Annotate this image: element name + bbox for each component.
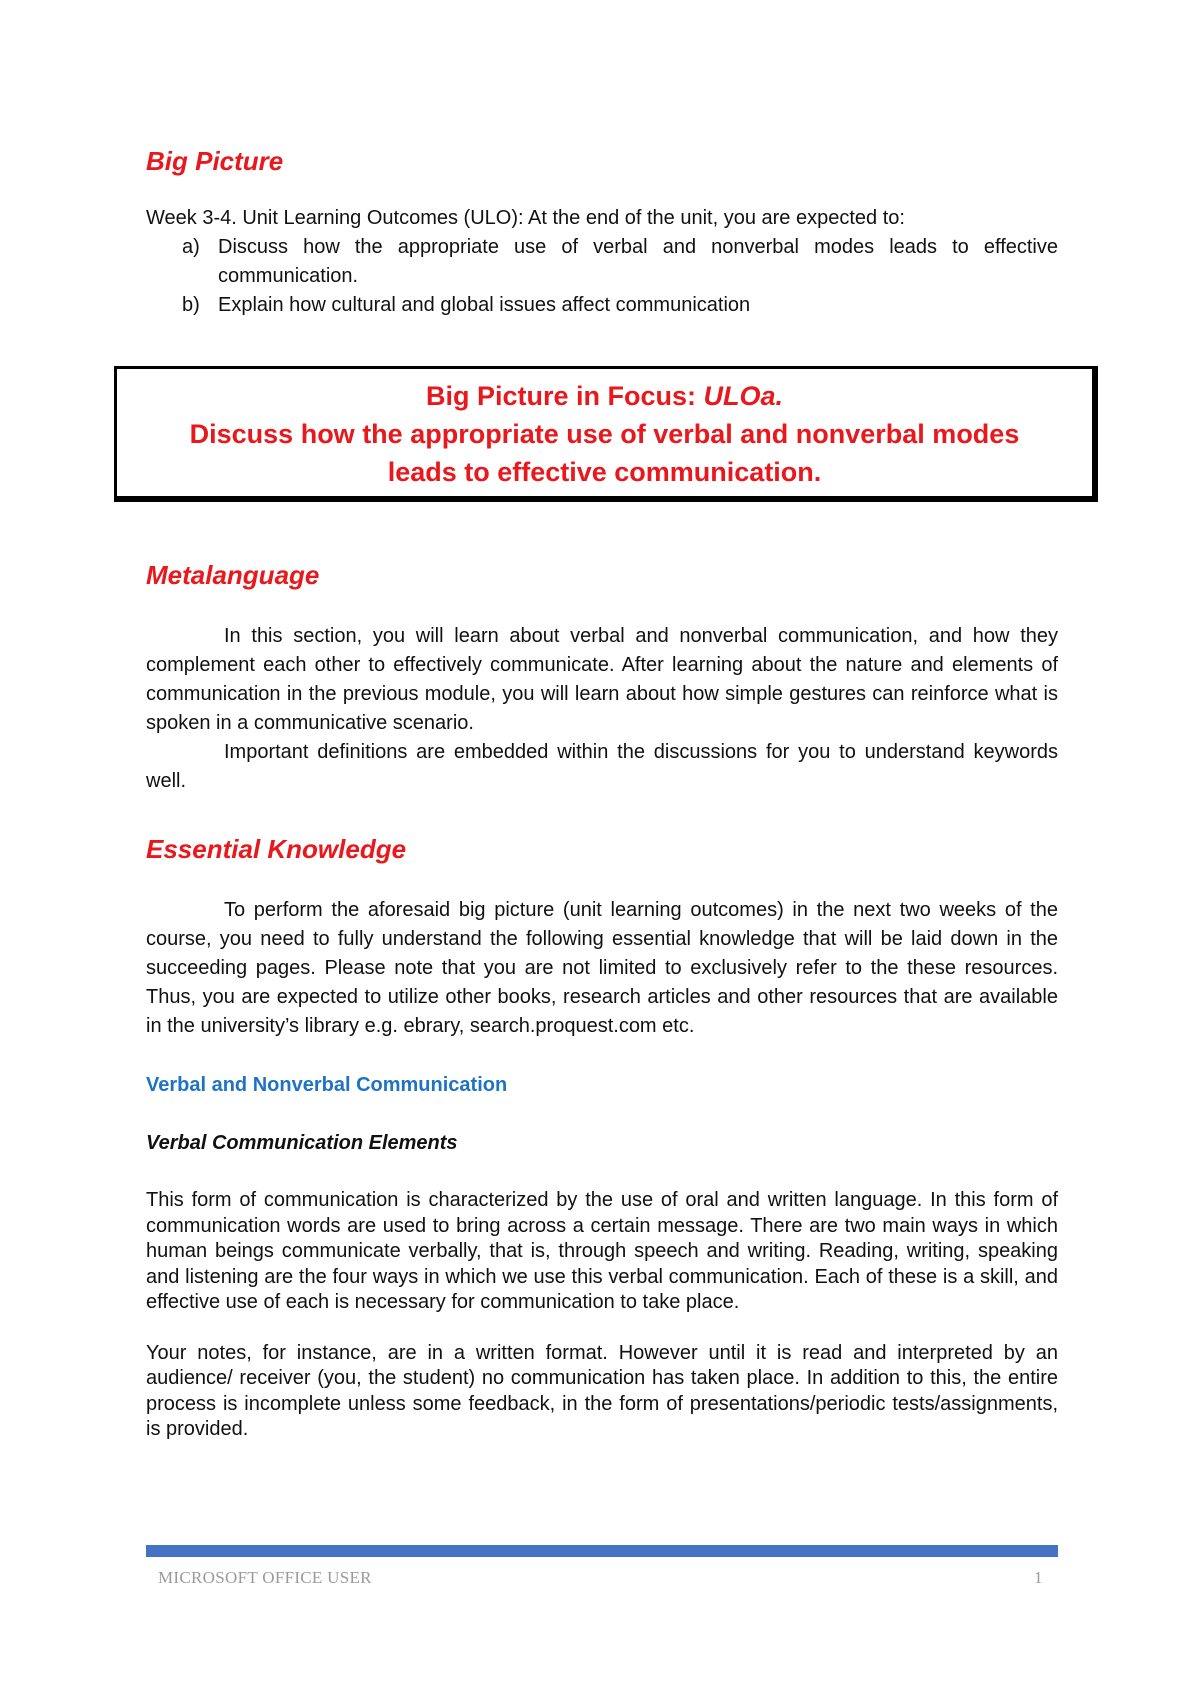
ulo-list (146, 233, 1058, 320)
list-item (146, 291, 1058, 320)
section-body (146, 1188, 1058, 1443)
focus-box (114, 366, 1098, 502)
focus-line-2: Discuss how the appropriate use of verbal and nonverbal modes (189, 419, 1020, 449)
list-marker: a) (182, 236, 200, 258)
footer-author: MICROSOFT OFFICE USER (158, 1568, 372, 1587)
metalanguage-heading: Metalanguage (146, 560, 320, 590)
section-heading: Verbal and Nonverbal Communication (146, 1074, 508, 1096)
ulo-intro: Week 3-4. Unit Learning Outcomes (ULO): At the end of the unit, you are expected to: (146, 207, 905, 229)
big-picture-heading: Big Picture (146, 146, 284, 176)
essential-knowledge-heading: Essential Knowledge (146, 834, 407, 864)
footer-rule (146, 1545, 1058, 1557)
list-item (146, 233, 1058, 291)
essential-knowledge-body (146, 896, 1058, 1041)
focus-title (117, 377, 1092, 415)
metalanguage-body (146, 622, 1058, 796)
focus-line-3: leads to effective communication. (387, 457, 822, 487)
ulo-section (146, 204, 1058, 320)
list-text: Discuss how the appropriate use of verbal and nonverbal modes leads to effective communication. (218, 236, 1058, 287)
focus-label: Big Picture in Focus: (425, 381, 704, 411)
focus-code: ULOa. (703, 381, 784, 411)
page-number: 1 (1034, 1568, 1043, 1587)
list-text: Explain how cultural and global issues affect communication (218, 294, 751, 316)
essential-knowledge-paragraph: To perform the aforesaid big picture (unit learning outcomes) in the next two weeks of the course, you need to fully understand the following essential knowledge that will be laid down in the succeeding pages. Please note that you are not limited to exclusively refer to the these resources. Thus, you are expected to utilize other books, research articles and other resources that are available in the university’s library e.g. ebrary, search.proquest.com etc. (146, 899, 1058, 1037)
list-marker: b) (182, 294, 200, 316)
metalanguage-paragraph-2: Important definitions are embedded within the discussions for you to understand keywords well. (146, 741, 1058, 792)
section-subheading: Verbal Communication Elements (146, 1132, 458, 1154)
section-paragraph-2: Your notes, for instance, are in a written format. However until it is read and interpreted by an audience/ receiver (you, the student) no communication has taken place. In addition to this, the entire process is incomplete unless some feedback, in the form of presentations/periodic tests/assignments, is provided. (146, 1341, 1058, 1440)
metalanguage-paragraph-1: In this section, you will learn about verbal and nonverbal communication, and how they complement each other to effectively communicate. After learning about the nature and elements of communication in the previous module, you will learn about how simple gestures can reinforce what is spoken in a communicative scenario. (146, 625, 1058, 734)
section-paragraph-1: This form of communication is characterized by the use of oral and written language. In this form of communication words are used to bring across a certain message. There are two main ways in which human beings communicate verbally, that is, through speech and writing. Reading, writing, speaking and listening are the four ways in which we use this verbal communication. Each of these is a skill, and effective use of each is necessary for communication to take place. (146, 1189, 1058, 1313)
